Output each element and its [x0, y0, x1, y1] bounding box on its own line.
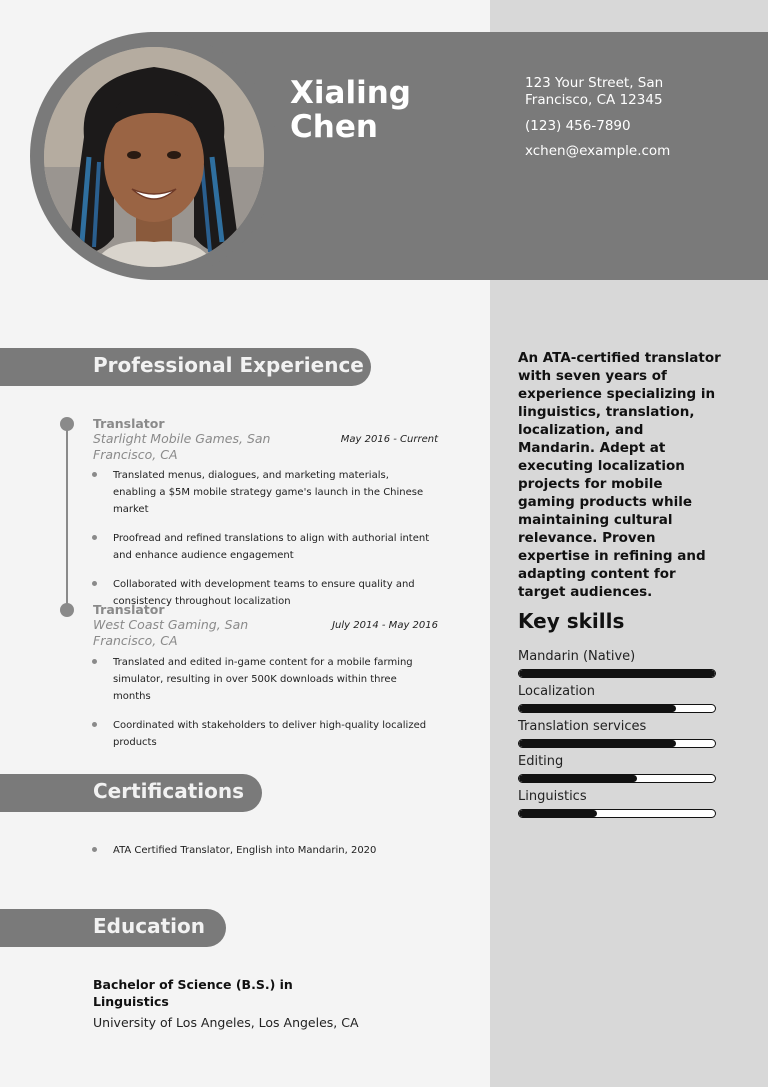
timeline-dot	[60, 603, 74, 617]
contact-block	[525, 75, 755, 160]
experience-heading-tab	[0, 348, 371, 386]
candidate-name: Xialing Chen	[290, 75, 411, 145]
job-dates: May 2016 - Current	[340, 434, 438, 445]
degree-text: Bachelor of Science (B.S.) in Linguistics	[93, 977, 293, 1009]
list-item: Proofread and refined translations to align with authorial intent and enhance audience engagement	[92, 530, 432, 564]
skill-level-fill	[519, 670, 715, 677]
portrait-illustration	[44, 47, 264, 267]
company-name: West Coast Gaming, San Francisco, CA	[93, 617, 249, 648]
skill-name: Editing	[518, 754, 564, 769]
school-text: University of Los Angeles, Los Angeles, CA	[93, 1015, 359, 1030]
skill-name: Localization	[518, 684, 595, 699]
job-bullets	[92, 467, 432, 622]
job-dates: July 2014 - May 2016	[332, 620, 438, 631]
job-bullets	[92, 654, 432, 763]
skill-item	[518, 754, 718, 789]
experience-heading: Professional Experience	[93, 353, 364, 377]
company-name: Starlight Mobile Games, San Francisco, CA	[93, 431, 271, 462]
timeline-line	[66, 423, 68, 611]
skill-level-fill	[519, 810, 597, 817]
job-title: Translator	[93, 416, 165, 431]
education-heading: Education	[93, 914, 205, 938]
skill-level-fill	[519, 775, 637, 782]
skill-level-bar	[518, 739, 716, 748]
list-item: Collaborated with development teams to ensure quality and consistency throughout localization	[92, 576, 432, 610]
skill-item	[518, 719, 718, 754]
skill-level-bar	[518, 774, 716, 783]
profile-photo	[44, 47, 264, 267]
skills-heading: Key skills	[518, 609, 625, 633]
timeline-dot	[60, 417, 74, 431]
skill-level-bar	[518, 704, 716, 713]
job-title: Translator	[93, 602, 165, 617]
list-item: Coordinated with stakeholders to deliver high-quality localized products	[92, 717, 432, 751]
certification-list	[92, 842, 432, 871]
skill-level-bar	[518, 809, 716, 818]
email-link[interactable]: xchen@example.com	[525, 143, 671, 159]
skills-list	[518, 649, 718, 824]
skill-item	[518, 649, 718, 684]
list-item: Translated and edited in-game content for a mobile farming simulator, resulting in over 500K downloads within three months	[92, 654, 432, 705]
skill-item	[518, 684, 718, 719]
skill-name: Translation services	[518, 719, 647, 734]
education-heading-tab	[0, 909, 226, 947]
skill-level-fill	[519, 740, 676, 747]
skill-level-bar	[518, 669, 716, 678]
skill-name: Linguistics	[518, 789, 587, 804]
skill-name: Mandarin (Native)	[518, 649, 636, 664]
certifications-heading-tab	[0, 774, 262, 812]
skill-level-fill	[519, 705, 676, 712]
list-item: Translated menus, dialogues, and marketing materials, enabling a $5M mobile strategy game's launch in the Chinese market	[92, 467, 432, 518]
address-text: 123 Your Street, San Francisco, CA 12345	[525, 75, 664, 108]
list-item: ATA Certified Translator, English into Mandarin, 2020	[92, 842, 432, 859]
skill-item	[518, 789, 718, 824]
phone-text: (123) 456-7890	[525, 118, 631, 134]
summary-paragraph: An ATA-certified translator with seven years of experience specializing in linguistics, translation, localization, and Mandarin. Adept at executing localization projects for mobile gaming products while maintaining cultural relevance. Proven expertise in refining and adapting content for target audiences.	[518, 350, 721, 600]
certifications-heading: Certifications	[93, 779, 244, 803]
